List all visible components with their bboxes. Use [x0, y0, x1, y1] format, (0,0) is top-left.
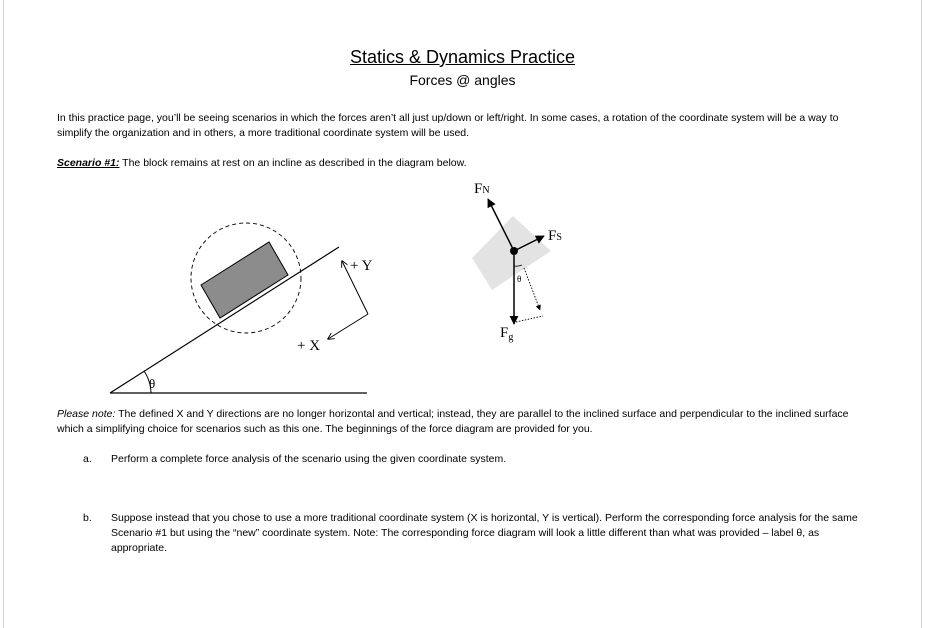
question-b-text: Suppose instead that you chose to use a more traditional coordinate system (X is horizontal, Y is vertical). Perform the corresponding force analysis for the same Scenario #1 but using the “new” coordinate system. Note: The corresponding force diagram will look a little different than what was provided – label θ, as appropriate. [111, 512, 858, 554]
plus-x-label: + X [297, 338, 321, 354]
incline-diagram [110, 223, 373, 393]
force-diagram [472, 181, 562, 343]
dotted-component-line [516, 316, 543, 322]
note-paragraph [57, 407, 862, 437]
scenario-1-text: The block remains at rest on an incline as described in the diagram below. [119, 157, 467, 169]
gravity-label-sub: g [508, 332, 514, 343]
force-angle-label: θ [517, 274, 522, 284]
normal-force-label [474, 181, 490, 197]
static-friction-label-sub: S [556, 232, 562, 243]
dotted-component-arrow [524, 268, 540, 310]
question-a-text: Perform a complete force analysis of the scenario using the given coordinate system. [111, 453, 507, 465]
page-subtitle: Forces @ angles [409, 72, 516, 88]
incline-angle-label: θ [149, 376, 156, 391]
plus-x-axis-arrow [328, 314, 368, 339]
question-b-marker: b. [83, 512, 92, 524]
center-dot [510, 247, 518, 255]
intro-paragraph: In this practice page, you’ll be seeing scenarios in which the forces aren’t all just up/down or left/right. In some cases, a rotation of the coordinate system will be a way to simplify the organization and in others, a more traditional coordinate system will be used. [57, 112, 839, 139]
gravity-label [500, 325, 513, 343]
normal-force-label-main: F [474, 181, 483, 197]
question-a-marker: a. [83, 453, 92, 465]
note-text: The defined X and Y directions are no longer horizontal and vertical; instead, they are parallel to the inclined surface and perpendicular to the inclined surface which a simplifying choice for scenarios such as this one. The beginnings of the force diagram are provided for you. [57, 408, 849, 435]
scenario-1-label: Scenario #1: [57, 157, 120, 169]
static-friction-label [548, 228, 562, 244]
plus-y-label: + Y [350, 258, 373, 274]
static-friction-label-main: F [548, 228, 557, 244]
normal-force-label-sub: N [482, 185, 490, 196]
gravity-label-main: F [500, 325, 509, 341]
page-title: Statics & Dynamics Practice [349, 47, 576, 67]
note-label: Please note: [57, 408, 116, 420]
